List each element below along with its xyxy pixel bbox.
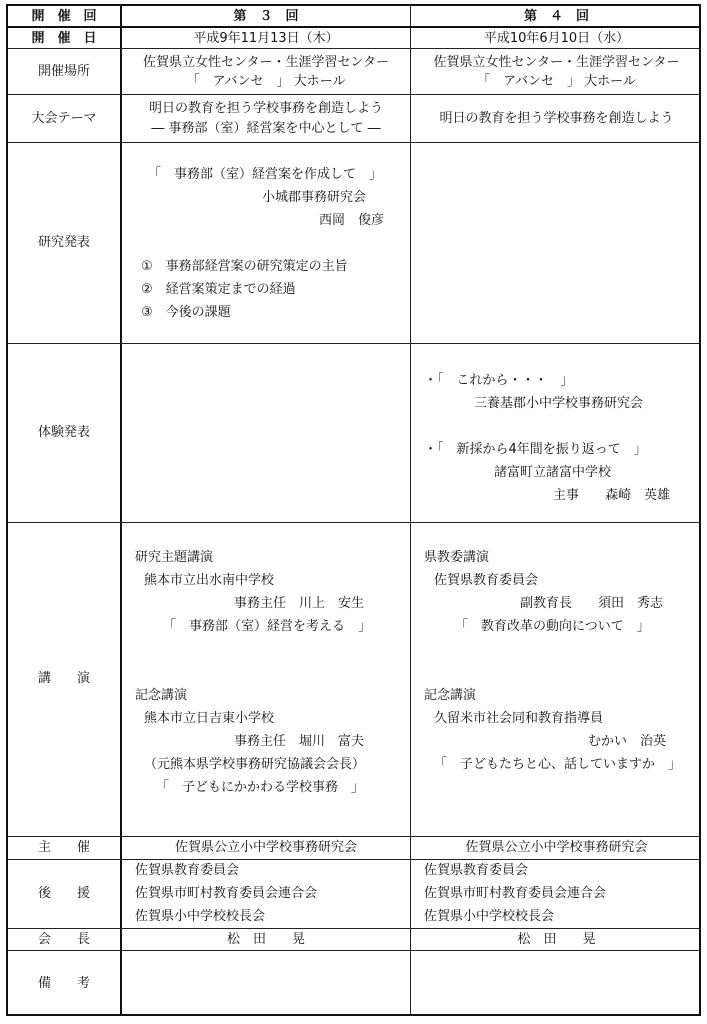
- column-divider: [410, 6, 411, 1014]
- col3-lecture2-title: 「 子どもにかかわる学校事務 」: [156, 780, 365, 795]
- row-divider: [8, 142, 699, 143]
- col3-lecture2-speaker: 事務主任 堀川 富夫: [234, 734, 365, 749]
- label-chairman: 会 長: [37, 932, 90, 947]
- row-divider: [8, 836, 699, 837]
- col4-sponsor-2: 佐賀県市町村教育委員会連合会: [424, 886, 607, 901]
- label-theme: 大会テーマ: [31, 111, 97, 126]
- row-divider: [8, 343, 699, 344]
- col3-edition: 第 ３ 回: [233, 9, 299, 24]
- col4-lecture2-heading: 記念講演: [424, 688, 477, 703]
- col3-lecture2-heading: 記念講演: [135, 688, 188, 703]
- row-divider: [8, 94, 699, 95]
- col3-sponsor-1: 佐賀県教育委員会: [135, 863, 240, 878]
- col4-lecture1-heading: 県教委講演: [424, 550, 490, 565]
- row-divider: [8, 950, 699, 951]
- label-lecture: 講 演: [37, 671, 90, 686]
- col3-lecture2-school: 熊本市立日吉東小学校: [144, 711, 275, 726]
- col3-date: 平成9年11月13日（木）: [193, 31, 339, 46]
- col4-experience2-school: 諸富町立諸富中学校: [494, 465, 612, 480]
- col3-lecture1-school: 熊本市立出水南中学校: [144, 573, 275, 588]
- col3-research-presenter: 西岡 俊彦: [319, 213, 385, 228]
- label-experience-presentation: 体験発表: [37, 425, 90, 440]
- label-research-presentation: 研究発表: [37, 235, 90, 250]
- row-divider: [8, 48, 699, 49]
- col3-research-org: 小城郡事務研究会: [262, 190, 367, 205]
- col4-theme: 明日の教育を担う学校事務を創造しよう: [439, 111, 674, 126]
- row-divider: [8, 859, 699, 860]
- col3-lecture1-title: 「 事務部（室）経営を考える 」: [163, 619, 372, 634]
- col4-lecture2-org: 久留米市社会同和教育指導員: [434, 711, 604, 726]
- col4-experience1-title: ・「 これから・・・ 」: [424, 373, 574, 388]
- col4-sponsor-3: 佐賀県小中学校校長会: [424, 909, 555, 924]
- col4-edition: 第 ４ 回: [523, 9, 589, 24]
- col3-research-point-1: ① 事務部経営案の研究策定の主旨: [141, 259, 348, 274]
- col3-research-point-2: ② 経営案策定までの経過: [141, 282, 296, 297]
- label-kaisai-kai: 開 催 回: [31, 9, 97, 24]
- row-divider: [8, 26, 699, 28]
- col3-venue-line1: 佐賀県立女性センター・生涯学習センター: [143, 55, 389, 70]
- row-divider: [8, 522, 699, 523]
- label-kaisai-bi: 開 催 日: [31, 31, 97, 46]
- col4-date: 平成10年6月10日（水）: [483, 31, 630, 46]
- col4-chairman: 松 田 晃: [517, 932, 596, 947]
- col4-experience2-title: ・「 新採から4年間を振り返って 」: [424, 442, 647, 457]
- col3-research-title: 「 事務部（室）経営案を作成して 」: [148, 167, 383, 182]
- col3-sponsor-2: 佐賀県市町村教育委員会連合会: [135, 886, 318, 901]
- col3-theme-line1: 明日の教育を担う学校事務を創造しよう: [148, 101, 383, 116]
- col3-sponsor-3: 佐賀県小中学校校長会: [135, 909, 266, 924]
- label-remarks: 備 考: [37, 976, 90, 991]
- col4-experience2-presenter: 主事 森崎 英雄: [553, 488, 671, 503]
- label-sponsor: 後 援: [37, 886, 90, 901]
- col3-theme-line2: ― 事務部（室）経営案を中心として ―: [151, 121, 381, 136]
- column-divider: [120, 6, 122, 1014]
- col4-venue-line2: 「 アバンセ 」 大ホール: [477, 74, 636, 89]
- col4-lecture1-title: 「 教育改革の動向について 」: [455, 619, 650, 634]
- label-organizer: 主 催: [37, 840, 90, 855]
- event-history-table: [6, 4, 701, 1016]
- col4-sponsor-1: 佐賀県教育委員会: [424, 863, 529, 878]
- col3-lecture2-note: （元熊本県学校事務研究協議会会長）: [144, 757, 366, 772]
- col4-experience1-org: 三養基郡小中学校事務研究会: [474, 396, 644, 411]
- col3-organizer: 佐賀県公立小中学校事務研究会: [174, 840, 357, 855]
- col3-lecture1-speaker: 事務主任 川上 安生: [234, 596, 365, 611]
- col4-organizer: 佐賀県公立小中学校事務研究会: [465, 840, 648, 855]
- row-divider: [8, 928, 699, 929]
- col3-chairman: 松 田 晃: [226, 932, 305, 947]
- col4-lecture2-speaker: むかい 治英: [588, 734, 667, 749]
- col4-venue-line1: 佐賀県立女性センター・生涯学習センター: [433, 55, 680, 70]
- col3-lecture1-heading: 研究主題講演: [135, 550, 214, 565]
- col3-research-point-3: ③ 今後の課題: [141, 305, 231, 320]
- label-venue: 開催場所: [37, 64, 90, 79]
- col4-lecture1-org: 佐賀県教育委員会: [434, 573, 539, 588]
- col4-lecture2-title: 「 子どもたちと心、話していますか 」: [434, 757, 682, 772]
- col4-lecture1-speaker: 副教育長 須田 秀志: [520, 596, 664, 611]
- col3-venue-line2: 「 アバンセ 」 大ホール: [186, 74, 346, 89]
